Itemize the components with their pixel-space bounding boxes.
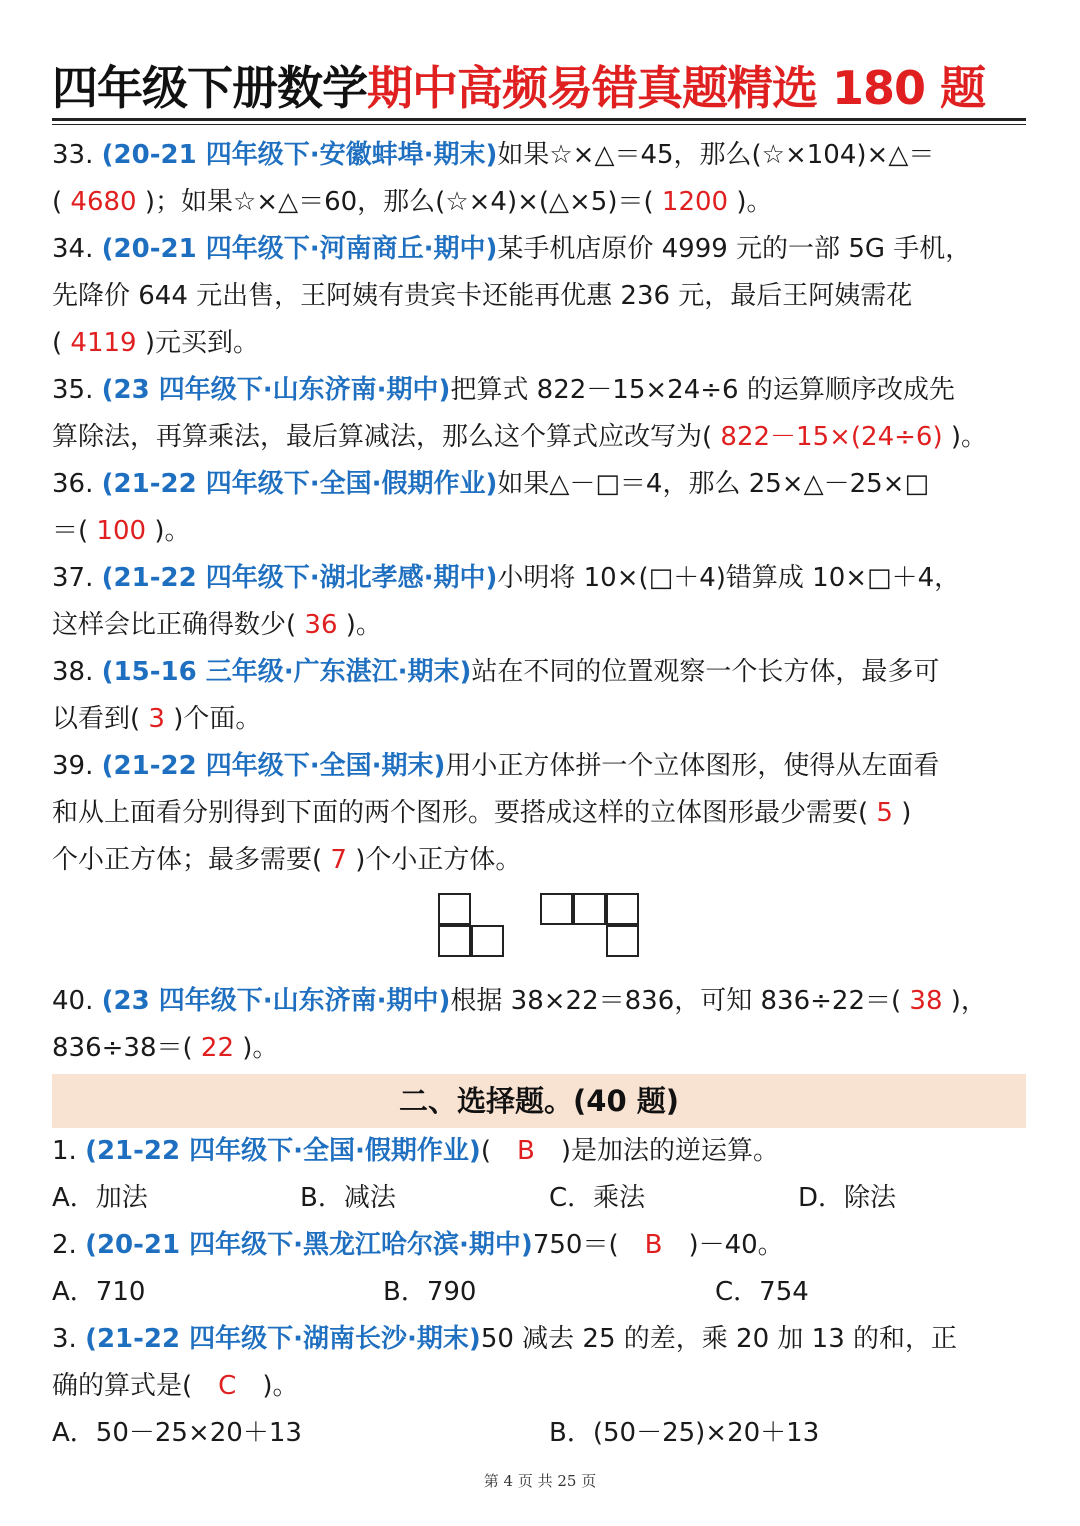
question-number: 2. <box>52 1230 77 1260</box>
question-source: (21-22 四年级下·全国·假期作业) <box>85 1136 481 1166</box>
question-source: (20-21 四年级下·黑龙江哈尔滨·期中) <box>85 1230 533 1260</box>
question-text: 836÷38＝( <box>52 1033 193 1063</box>
question-text: 以看到( <box>52 704 141 734</box>
answer: 38 <box>901 986 951 1016</box>
left-view-cell <box>438 925 471 957</box>
answer: 822－15×(24÷6) <box>712 422 951 452</box>
option-a: A．加法 <box>52 1183 148 1213</box>
question-number: 35. <box>52 375 94 405</box>
answer: 4680 <box>62 187 145 217</box>
question-number: 34. <box>52 234 94 264</box>
option-c: C．754 <box>715 1277 809 1307</box>
question-text: 这样会比正确得数少( <box>52 610 297 640</box>
question-number: 1. <box>52 1136 77 1166</box>
question-text: 站在不同的位置观察一个长方体，最多可 <box>471 657 940 687</box>
title-rule-thin <box>52 124 1026 125</box>
question-number: 38. <box>52 657 94 687</box>
option-b: B．790 <box>383 1277 477 1307</box>
title-red-part: 期中高频易错真题精选 180 题 <box>367 61 986 115</box>
question-text: 小明将 10×(□＋4)错算成 10×□＋4， <box>497 563 961 593</box>
question-39 <box>52 743 1032 884</box>
section-header: 二、选择题。(40 题) <box>52 1074 1026 1128</box>
question-text: )。 <box>242 1033 279 1063</box>
question-text: 把算式 822－15×24÷6 的运算顺序改成先 <box>450 375 955 405</box>
top-view-cell <box>606 893 639 925</box>
question-text: 根据 38×22＝836，可知 836÷22＝( <box>450 986 902 1016</box>
top-view-cell <box>606 925 639 957</box>
question-text: 个小正方体；最多需要( <box>52 845 323 875</box>
answer: 3 <box>140 704 174 734</box>
cube-views-figure <box>438 893 648 963</box>
choice-options-3 <box>52 1410 1032 1457</box>
question-text: )元买到。 <box>144 328 260 358</box>
question-text: 某手机店原价 4999 元的一部 5G 手机， <box>497 234 972 264</box>
answer: B <box>490 1136 561 1166</box>
question-text: ( <box>480 1136 491 1166</box>
option-d: D．除法 <box>798 1183 897 1213</box>
question-text: )。 <box>154 516 191 546</box>
question-number: 36. <box>52 469 94 499</box>
option-c: C．乘法 <box>549 1183 646 1213</box>
question-text: )。 <box>345 610 382 640</box>
question-number: 33. <box>52 140 94 170</box>
answer: 36 <box>296 610 346 640</box>
question-text: 如果☆×△＝45，那么(☆×104)×△＝ <box>497 140 935 170</box>
question-source: (21-22 四年级下·湖北孝感·期中) <box>101 563 498 593</box>
question-source: (23 四年级下·山东济南·期中) <box>101 375 451 405</box>
answer: 100 <box>88 516 155 546</box>
question-number: 37. <box>52 563 94 593</box>
page-title <box>52 56 1032 120</box>
choice-question-3 <box>52 1316 1032 1410</box>
question-text: )。 <box>950 422 988 452</box>
question-40 <box>52 978 1032 1072</box>
question-text: )个小正方体。 <box>355 845 522 875</box>
answer: 1200 <box>653 187 737 217</box>
choice-options-1 <box>52 1175 1032 1222</box>
question-38 <box>52 649 1032 743</box>
question-source: (23 四年级下·山东济南·期中) <box>101 986 451 1016</box>
question-text: ( <box>52 187 63 217</box>
left-view-cell <box>438 893 471 925</box>
question-37 <box>52 555 1032 649</box>
page-footer: 第 4 页 共 25 页 <box>483 1472 597 1490</box>
question-text: )。 <box>736 187 773 217</box>
answer: 4119 <box>62 328 145 358</box>
question-text: 和从上面看分别得到下面的两个图形。要搭成这样的立体图形最少需要( <box>52 798 869 828</box>
question-text: )个面。 <box>173 704 262 734</box>
question-34 <box>52 226 1032 367</box>
question-source: (21-22 四年级下·湖南长沙·期末) <box>85 1324 481 1354</box>
question-source: (15-16 三年级·广东湛江·期末) <box>101 657 472 687</box>
left-view-cell <box>471 925 504 957</box>
answer: 5 <box>868 798 902 828</box>
answer: 22 <box>192 1033 243 1063</box>
question-source: (20-21 四年级下·安徽蚌埠·期末) <box>101 140 498 170</box>
option-a: A．710 <box>52 1277 146 1307</box>
choice-question-1 <box>52 1128 1032 1175</box>
top-view-cell <box>540 893 573 925</box>
option-b: B．减法 <box>300 1183 396 1213</box>
question-text: ) <box>901 798 912 828</box>
question-text: 算除法，再算乘法，最后算减法，那么这个算式应改写为( <box>52 422 713 452</box>
question-source: (20-21 四年级下·河南商丘·期中) <box>101 234 498 264</box>
question-number: 39. <box>52 751 94 781</box>
option-b: B．(50－25)×20＋13 <box>549 1418 820 1448</box>
question-number: 40. <box>52 986 94 1016</box>
question-text: )；如果☆×△＝60，那么(☆×4)×(△×5)＝( <box>144 187 654 217</box>
question-text: 确的算式是( <box>52 1371 193 1401</box>
choice-options-2 <box>52 1269 1032 1316</box>
question-33 <box>52 132 1032 226</box>
top-view-cell <box>573 893 606 925</box>
question-text: 如果△－□＝4，那么 25×△－25×□ <box>497 469 930 499</box>
question-text: 50 减去 25 的差，乘 20 加 13 的和，正 <box>480 1324 958 1354</box>
question-text: 先降价 644 元出售，王阿姨有贵宾卡还能再优惠 236 元，最后王阿姨需花 <box>52 281 913 311</box>
question-number: 3. <box>52 1324 77 1354</box>
question-35 <box>52 367 1032 461</box>
choice-question-2 <box>52 1222 1032 1269</box>
question-source: (21-22 四年级下·全国·假期作业) <box>101 469 498 499</box>
question-36 <box>52 461 1032 555</box>
answer: B <box>618 1230 689 1260</box>
question-text: )， <box>950 986 987 1016</box>
question-text: )。 <box>262 1371 299 1401</box>
question-text: 用小正方体拼一个立体图形，使得从左面看 <box>445 751 940 781</box>
answer: C <box>192 1371 263 1401</box>
option-a: A．50－25×20＋13 <box>52 1418 302 1448</box>
question-source: (21-22 四年级下·全国·期末) <box>101 751 446 781</box>
question-text: 750＝( <box>532 1230 619 1260</box>
question-text: )－40。 <box>688 1230 784 1260</box>
title-rule-thick <box>52 118 1026 121</box>
title-black-part: 四年级下册数学 <box>52 61 367 115</box>
question-text: ＝( <box>52 516 89 546</box>
question-text: ( <box>52 328 63 358</box>
question-text: )是加法的逆运算。 <box>560 1136 779 1166</box>
answer: 7 <box>322 845 356 875</box>
